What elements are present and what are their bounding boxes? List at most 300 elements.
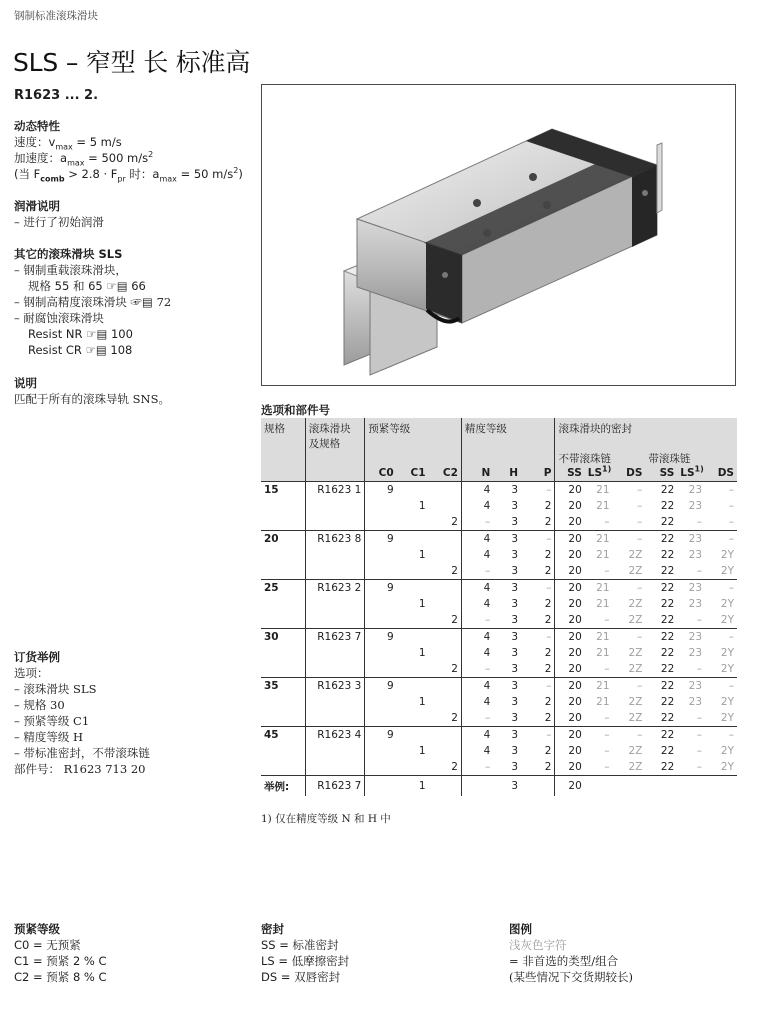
- table-cell: [365, 514, 397, 531]
- table-cell: [397, 727, 429, 744]
- table-cell: 20: [555, 727, 585, 744]
- table-cell: 23: [688, 549, 703, 561]
- table-row: [261, 661, 737, 678]
- table-cell: –: [637, 516, 643, 528]
- table-cell: [521, 776, 555, 797]
- table-cell: 2: [544, 745, 552, 757]
- table-cell: 22: [660, 500, 675, 512]
- other-blocks-item: – 钢制重载滚珠滑块，: [14, 263, 127, 277]
- table-cell: –: [521, 531, 555, 548]
- table-cell: 22: [645, 580, 677, 597]
- table-cell: 20: [555, 759, 585, 776]
- table-cell: [365, 710, 397, 727]
- cell-part-number: [305, 596, 365, 612]
- table-cell: [397, 710, 429, 727]
- table-row: [261, 596, 737, 612]
- table-cell: 2: [451, 565, 458, 577]
- legend-preload: [14, 921, 107, 985]
- table-cell: 2Y: [720, 761, 734, 773]
- table-cell: 20: [555, 498, 585, 514]
- col-header-accuracy: 精度等级: [461, 418, 555, 466]
- table-cell: 20: [555, 612, 585, 629]
- table-cell: 22: [645, 482, 677, 499]
- table-cell: 2: [544, 663, 552, 675]
- legend-item: SS = 标准密封: [261, 938, 339, 952]
- legend-preload-heading: 预紧等级: [14, 922, 60, 936]
- table-cell: 21: [585, 580, 613, 597]
- table-cell: [365, 498, 397, 514]
- other-blocks-item: – 钢制高精度滚珠滑块 ☞▤ 72: [14, 295, 172, 309]
- table-cell: 3: [493, 727, 521, 744]
- col-header-c0: C0: [365, 466, 397, 482]
- cell-size: [261, 514, 305, 531]
- table-cell: 3: [493, 678, 521, 695]
- table-cell: 22: [645, 531, 677, 548]
- cell-part-number: [305, 759, 365, 776]
- col-header-ss-chain: SS: [645, 466, 677, 482]
- table-cell: 20: [555, 531, 585, 548]
- table-cell: –: [461, 563, 493, 580]
- table-cell: 20: [555, 678, 585, 695]
- table-row: [261, 759, 737, 776]
- cell-size: 45: [261, 727, 305, 744]
- cell-size: [261, 694, 305, 710]
- other-blocks-item: Resist CR ☞▤ 108: [28, 343, 133, 357]
- table-cell: 4: [461, 531, 493, 548]
- table-cell: –: [521, 629, 555, 646]
- table-cell: [429, 694, 462, 710]
- footnote: 1) 仅在精度等级 N 和 H 中: [261, 813, 391, 825]
- dynamics-heading: 动态特性: [14, 119, 60, 133]
- cell-part-number: R1623 8: [305, 531, 365, 548]
- table-cell: 2: [451, 761, 458, 773]
- lubrication-section: [14, 198, 104, 230]
- other-blocks-section: [14, 246, 171, 358]
- table-cell: 3: [511, 663, 519, 675]
- table-cell: 4: [461, 580, 493, 597]
- legend-item: C0 = 无预紧: [14, 938, 81, 952]
- example-seal: 20: [555, 776, 585, 797]
- table-cell: 21: [585, 678, 613, 695]
- table-cell: 2Z: [628, 745, 643, 757]
- table-cell: 22: [660, 663, 675, 675]
- cell-size: 30: [261, 629, 305, 646]
- table-cell: [429, 547, 462, 563]
- table-cell: –: [705, 727, 737, 744]
- order-line: – 精度等级 H: [14, 730, 84, 744]
- table-cell: 4: [461, 482, 493, 499]
- lubrication-heading: 润滑说明: [14, 199, 60, 213]
- table-cell: –: [705, 580, 737, 597]
- table-cell: 2Z: [628, 696, 643, 708]
- table-row: [261, 580, 737, 597]
- col-header-h: H: [493, 466, 521, 482]
- table-row: [261, 531, 737, 548]
- table-cell: –: [604, 712, 610, 724]
- table-cell: 4: [461, 596, 493, 612]
- table-cell: 23: [677, 629, 705, 646]
- table-cell: 3: [493, 629, 521, 646]
- table-cell: 2: [544, 647, 552, 659]
- table-cell: 20: [555, 710, 585, 727]
- table-cell: 2: [544, 565, 552, 577]
- cell-part-number: R1623 4: [305, 727, 365, 744]
- table-cell: –: [677, 727, 705, 744]
- table-cell: –: [613, 531, 646, 548]
- order-example-heading: 订货举例: [14, 650, 60, 664]
- legend-item: C2 = 预紧 8 % C: [14, 970, 107, 984]
- table-cell: –: [696, 565, 703, 577]
- table-cell: 4: [461, 629, 493, 646]
- table-cell: [429, 776, 462, 797]
- table-cell: 3: [511, 614, 519, 626]
- table-cell: [677, 776, 705, 797]
- table-cell: 23: [677, 678, 705, 695]
- table-cell: 9: [365, 531, 397, 548]
- table-cell: [397, 580, 429, 597]
- table-cell: 22: [660, 696, 675, 708]
- table-cell: 3: [511, 647, 519, 659]
- table-cell: 3: [493, 531, 521, 548]
- table-cell: 2Z: [628, 565, 643, 577]
- table-cell: 1: [418, 500, 426, 512]
- table-cell: 2Y: [720, 745, 734, 757]
- table-cell: [429, 498, 462, 514]
- table-cell: 2: [544, 761, 552, 773]
- example-accuracy: 3: [493, 776, 521, 797]
- order-example-section: [14, 649, 150, 777]
- table-cell: 4: [461, 694, 493, 710]
- other-blocks-heading: 其它的滚珠滑块 SLS: [14, 247, 123, 261]
- cell-size: [261, 547, 305, 563]
- table-row: [261, 482, 737, 499]
- table-cell: –: [613, 482, 646, 499]
- cell-part-number: [305, 563, 365, 580]
- table-cell: 20: [555, 563, 585, 580]
- table-cell: –: [521, 580, 555, 597]
- table-cell: –: [705, 482, 737, 499]
- table-row: [261, 563, 737, 580]
- legend-item: 浅灰色字符: [509, 938, 567, 952]
- legend-seal: [261, 921, 349, 985]
- order-line: 选项：: [14, 666, 49, 680]
- order-line: – 规格 30: [14, 698, 65, 712]
- table-cell: [365, 743, 397, 759]
- table-cell: –: [728, 516, 734, 528]
- table-cell: –: [705, 531, 737, 548]
- table-cell: 9: [365, 727, 397, 744]
- options-table-body: [261, 482, 737, 797]
- table-cell: 2Y: [720, 663, 734, 675]
- other-blocks-item: Resist NR ☞▤ 100: [28, 327, 133, 341]
- cell-size: [261, 645, 305, 661]
- table-cell: [429, 743, 462, 759]
- table-cell: 3: [511, 745, 519, 757]
- table-cell: 21: [585, 482, 613, 499]
- speed-line: 速度：$v_{max} = 5$ m/s: [14, 135, 122, 152]
- table-cell: [365, 661, 397, 678]
- table-cell: –: [461, 612, 493, 629]
- table-cell: [429, 531, 462, 548]
- table-cell: [429, 596, 462, 612]
- table-cell: 2: [451, 614, 458, 626]
- table-cell: [365, 547, 397, 563]
- table-cell: –: [696, 745, 703, 757]
- table-cell: [365, 645, 397, 661]
- cell-part-number: [305, 514, 365, 531]
- other-blocks-item: – 耐腐蚀滚珠滑块: [14, 311, 104, 325]
- col-header-ds: DS: [613, 466, 646, 482]
- table-cell: 1: [418, 696, 426, 708]
- table-cell: –: [696, 761, 703, 773]
- notes-heading: 说明: [14, 376, 37, 390]
- table-cell: [397, 514, 429, 531]
- table-cell: [705, 776, 737, 797]
- table-cell: [429, 580, 462, 597]
- table-row: [261, 678, 737, 695]
- table-cell: 22: [660, 712, 675, 724]
- table-cell: 9: [365, 580, 397, 597]
- table-cell: 4: [461, 645, 493, 661]
- table-cell: 1: [418, 598, 426, 610]
- cell-size: [261, 612, 305, 629]
- table-cell: 20: [555, 547, 585, 563]
- cell-part-number: R1623 1: [305, 482, 365, 499]
- cell-part-number: [305, 694, 365, 710]
- dynamics-section: [14, 118, 243, 182]
- table-row: [261, 612, 737, 629]
- table-cell: 9: [365, 482, 397, 499]
- table-cell: 2: [544, 598, 552, 610]
- cell-part-number: [305, 498, 365, 514]
- table-cell: [397, 563, 429, 580]
- table-cell: 3: [511, 761, 519, 773]
- table-cell: 23: [688, 696, 703, 708]
- cell-part-number: [305, 612, 365, 629]
- table-cell: 21: [596, 647, 610, 659]
- options-table-title: 选项和部件号: [261, 403, 330, 417]
- table-cell: 22: [660, 565, 675, 577]
- table-cell: 4: [461, 547, 493, 563]
- table-cell: 4: [461, 743, 493, 759]
- cell-part-number: [305, 661, 365, 678]
- table-cell: 2Y: [720, 598, 734, 610]
- table-cell: 22: [660, 598, 675, 610]
- order-part-number: 部件号： R1623 713 20: [14, 762, 146, 776]
- cell-part-number: R1623 2: [305, 580, 365, 597]
- col-header-ds-chain: DS: [705, 466, 737, 482]
- table-cell: –: [521, 678, 555, 695]
- table-cell: 21: [596, 549, 610, 561]
- options-table: [261, 418, 737, 796]
- table-cell: 2: [544, 549, 552, 561]
- table-cell: 2Z: [628, 647, 643, 659]
- table-cell: 2: [544, 614, 552, 626]
- order-line: – 预紧等级 C1: [14, 714, 90, 728]
- table-cell: –: [613, 727, 646, 744]
- col-header-ss: SS: [555, 466, 585, 482]
- col-header-block: 滚珠滑块 及规格: [305, 418, 365, 466]
- legend-item: = 非首选的类型/组合: [509, 954, 619, 968]
- table-cell: 3: [511, 696, 519, 708]
- table-cell: 20: [555, 629, 585, 646]
- legend-item: LS = 低摩擦密封: [261, 954, 350, 968]
- table-cell: [365, 596, 397, 612]
- legend-item: DS = 双唇密封: [261, 970, 341, 984]
- table-cell: 2Y: [720, 614, 734, 626]
- example-label: 举例:: [261, 776, 305, 797]
- legend-key: [509, 921, 633, 985]
- table-cell: –: [613, 629, 646, 646]
- table-cell: –: [613, 678, 646, 695]
- table-cell: 21: [596, 500, 610, 512]
- table-cell: [429, 645, 462, 661]
- breadcrumb-category: 钢制标准滚珠滑块: [14, 10, 98, 22]
- table-cell: 3: [511, 712, 519, 724]
- legend-seal-heading: 密封: [261, 922, 284, 936]
- cell-part-number: R1623 3: [305, 678, 365, 695]
- table-cell: 21: [596, 598, 610, 610]
- col-header-without-chain: 不带滚珠链: [555, 451, 645, 466]
- table-cell: [461, 776, 493, 797]
- table-cell: [429, 727, 462, 744]
- table-cell: –: [696, 663, 703, 675]
- table-row: [261, 514, 737, 531]
- other-blocks-item: 规格 55 和 65 ☞▤ 66: [28, 279, 146, 293]
- table-cell: [365, 776, 397, 797]
- table-row: [261, 498, 737, 514]
- cell-size: [261, 743, 305, 759]
- table-row: [261, 645, 737, 661]
- cell-size: [261, 596, 305, 612]
- lubrication-line: – 进行了初始润滑: [14, 215, 104, 229]
- table-cell: 20: [555, 645, 585, 661]
- table-cell: [397, 759, 429, 776]
- table-cell: –: [604, 745, 610, 757]
- table-row: [261, 727, 737, 744]
- table-cell: –: [461, 514, 493, 531]
- table-cell: –: [585, 727, 613, 744]
- table-row: [261, 694, 737, 710]
- col-header-with-chain: 带滚珠链: [645, 451, 737, 466]
- notes-section: [14, 375, 170, 407]
- table-cell: 22: [645, 727, 677, 744]
- legend-item: C1 = 预紧 2 % C: [14, 954, 107, 968]
- table-cell: 2: [451, 516, 458, 528]
- table-cell: –: [604, 565, 610, 577]
- table-cell: [397, 678, 429, 695]
- table-cell: –: [705, 629, 737, 646]
- table-cell: –: [521, 727, 555, 744]
- table-cell: –: [461, 759, 493, 776]
- table-cell: 4: [461, 498, 493, 514]
- table-cell: 1: [418, 647, 426, 659]
- table-cell: 2: [544, 712, 552, 724]
- cell-size: 25: [261, 580, 305, 597]
- table-cell: [365, 759, 397, 776]
- table-row: [261, 710, 737, 727]
- table-cell: 3: [493, 482, 521, 499]
- table-cell: 22: [660, 516, 675, 528]
- table-cell: –: [604, 516, 610, 528]
- table-cell: 23: [677, 482, 705, 499]
- example-preload: 1: [397, 776, 429, 797]
- table-cell: 2: [451, 663, 458, 675]
- page-title: SLS – 窄型 长 标准高: [13, 48, 251, 77]
- example-part-number: R1623 7: [305, 776, 365, 797]
- table-row: [261, 547, 737, 563]
- table-cell: [429, 678, 462, 695]
- table-cell: 1: [418, 745, 426, 757]
- table-cell: 3: [511, 549, 519, 561]
- table-cell: [585, 776, 613, 797]
- cell-part-number: [305, 547, 365, 563]
- legend-key-heading: 图例: [509, 922, 532, 936]
- cell-part-number: [305, 743, 365, 759]
- table-cell: [365, 694, 397, 710]
- notes-line: 匹配于所有的滚珠导轨 SNS。: [14, 392, 170, 406]
- table-cell: 2Y: [720, 549, 734, 561]
- table-cell: 3: [511, 598, 519, 610]
- table-cell: [397, 629, 429, 646]
- cell-part-number: R1623 7: [305, 629, 365, 646]
- table-cell: [429, 629, 462, 646]
- table-cell: 22: [660, 761, 675, 773]
- cell-size: [261, 661, 305, 678]
- order-line: – 滚珠滑块 SLS: [14, 682, 97, 696]
- table-cell: 20: [555, 514, 585, 531]
- col-header-preload: 预紧等级: [365, 418, 462, 466]
- table-cell: [613, 776, 646, 797]
- table-cell: 20: [555, 596, 585, 612]
- table-cell: –: [604, 761, 610, 773]
- table-cell: –: [461, 710, 493, 727]
- table-cell: 23: [688, 500, 703, 512]
- table-cell: 2Y: [720, 696, 734, 708]
- cell-part-number: [305, 645, 365, 661]
- col-header-c1: C1: [397, 466, 429, 482]
- table-cell: 2: [544, 500, 552, 512]
- ball-runner-block-image: [262, 85, 735, 385]
- table-cell: 2Z: [628, 598, 643, 610]
- accel-condition-line: (当 $F_{comb} > 2.8 \cdot F_{pr}$ 时：$a_{max} = 50$ $m/s^2$): [14, 166, 243, 184]
- table-cell: 3: [511, 516, 519, 528]
- table-cell: 2Y: [720, 712, 734, 724]
- legend-item: (某些情况下交货期较长): [509, 970, 633, 984]
- table-cell: 2: [544, 696, 552, 708]
- cell-size: 15: [261, 482, 305, 499]
- table-cell: 20: [555, 743, 585, 759]
- table-cell: [365, 563, 397, 580]
- cell-size: [261, 710, 305, 727]
- cell-size: 20: [261, 531, 305, 548]
- table-cell: [429, 482, 462, 499]
- product-photo: [261, 84, 736, 386]
- col-header-size: 规格: [261, 418, 305, 466]
- table-cell: 3: [493, 580, 521, 597]
- table-cell: 20: [555, 482, 585, 499]
- table-cell: 23: [677, 531, 705, 548]
- table-cell: 3: [511, 565, 519, 577]
- col-header-seal: 滚珠滑块的密封: [555, 418, 737, 451]
- table-cell: [397, 661, 429, 678]
- table-cell: 21: [596, 696, 610, 708]
- table-row: [261, 743, 737, 759]
- table-cell: 2: [451, 712, 458, 724]
- table-cell: –: [696, 614, 703, 626]
- table-cell: –: [696, 712, 703, 724]
- table-cell: 2Z: [628, 712, 643, 724]
